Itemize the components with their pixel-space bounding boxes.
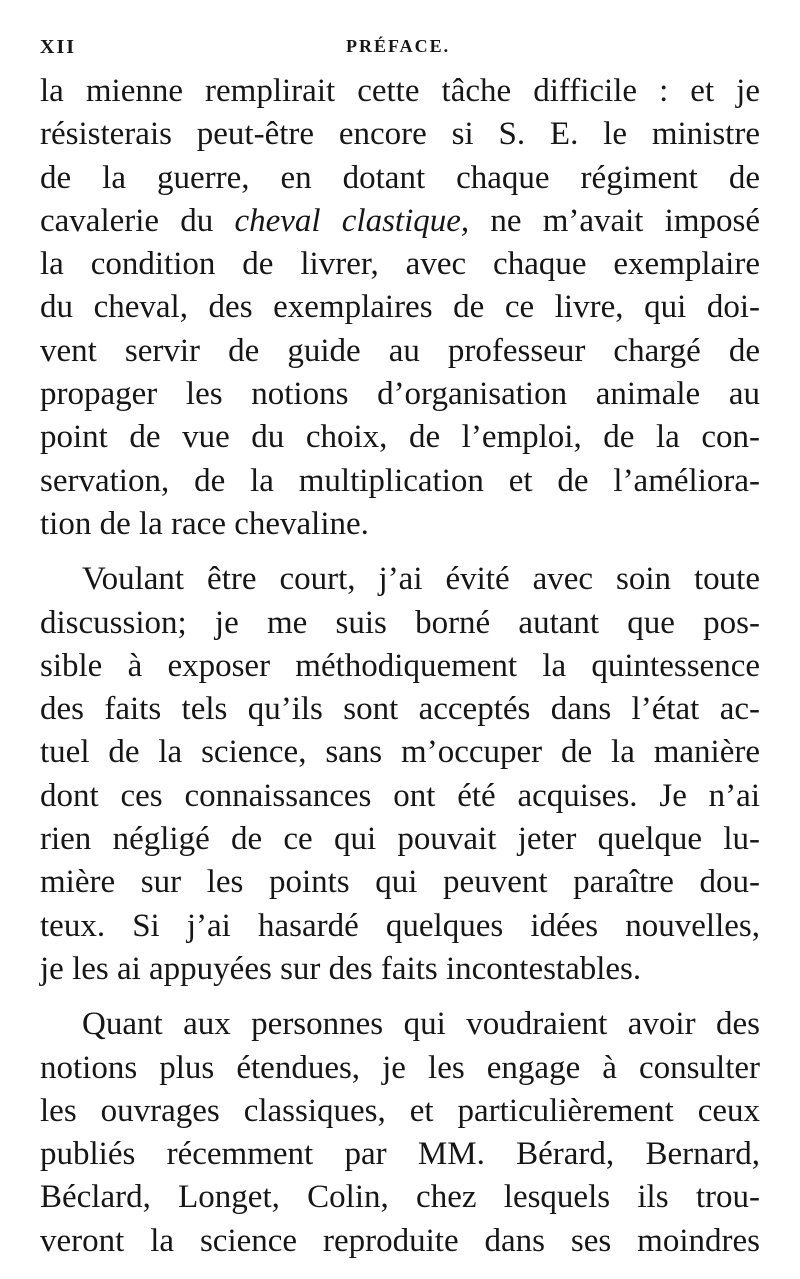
text-line: je les ai appuyées sur des faits incontestables. [40, 950, 642, 987]
text-line: la mienne remplirait cette tâche difficile : et je [40, 73, 760, 109]
text-line: les ouvrages classiques, et particulièrement ceux [40, 1092, 760, 1129]
text-line: notions plus étendues, je les engage à consulter [40, 1049, 760, 1086]
text-line-with-italic [40, 200, 760, 243]
text-line: dont ces connaissances ont été acquises. Je n’ai [40, 777, 760, 814]
text-line: discussion; je me suis borné autant que pos- [40, 604, 760, 641]
text-line: vent servir de guide au professeur chargé de [40, 332, 760, 369]
paragraph-gap [40, 991, 760, 1003]
body-text [40, 70, 760, 1263]
text-line: sible à exposer méthodiquement la quintessence [40, 647, 760, 684]
paragraph-gap [40, 546, 760, 558]
text-line: la condition de livrer, avec chaque exemplaire [40, 246, 760, 283]
text-line: de la guerre, en dotant chaque régiment de [40, 159, 760, 196]
text-line: mière sur les points qui peuvent paraître dou- [40, 864, 760, 901]
paragraph [40, 558, 760, 991]
running-title: PRÉFACE. [346, 36, 451, 56]
text-line: des faits tels qu’ils sont acceptés dans l’état ac- [40, 691, 760, 728]
text-line: du cheval, des exemplaires de ce livre, qui doi- [40, 289, 760, 326]
text-line: tion de la race chevaline. [40, 505, 369, 542]
text-line: teux. Si j’ai hasardé quelques idées nouvelles, [40, 907, 760, 944]
text-line: Voulant être court, j’ai évité avec soin toute [82, 561, 760, 598]
page-number: XII [40, 36, 77, 58]
text-line: veront la science reproduite dans ses moindres [40, 1222, 760, 1259]
text-line: tuel de la science, sans m’occuper de la manière [40, 734, 760, 771]
text-line: servation, de la multiplication et de l’améliora- [40, 462, 760, 499]
paragraph [40, 1003, 760, 1263]
running-head [0, 36, 800, 62]
text-line: rien négligé de ce qui pouvait jeter quelque lu- [40, 821, 760, 858]
paragraph [40, 70, 760, 546]
text-line: résisterais peut-être encore si S. E. le ministre [40, 116, 760, 153]
text-run: cavalerie du [40, 202, 235, 239]
text-line: Quant aux personnes qui voudraient avoir des [82, 1006, 760, 1043]
italic-term: cheval clastique, [234, 202, 470, 239]
text-run: ne m’avait imposé [469, 202, 760, 239]
text-line: point de vue du choix, de l’emploi, de la con- [40, 419, 760, 456]
text-line: propager les notions d’organisation animale au [40, 376, 760, 413]
text-line: Béclard, Longet, Colin, chez lesquels ils trou- [40, 1179, 760, 1216]
text-line: publiés récemment par MM. Bérard, Bernard, [40, 1136, 760, 1173]
